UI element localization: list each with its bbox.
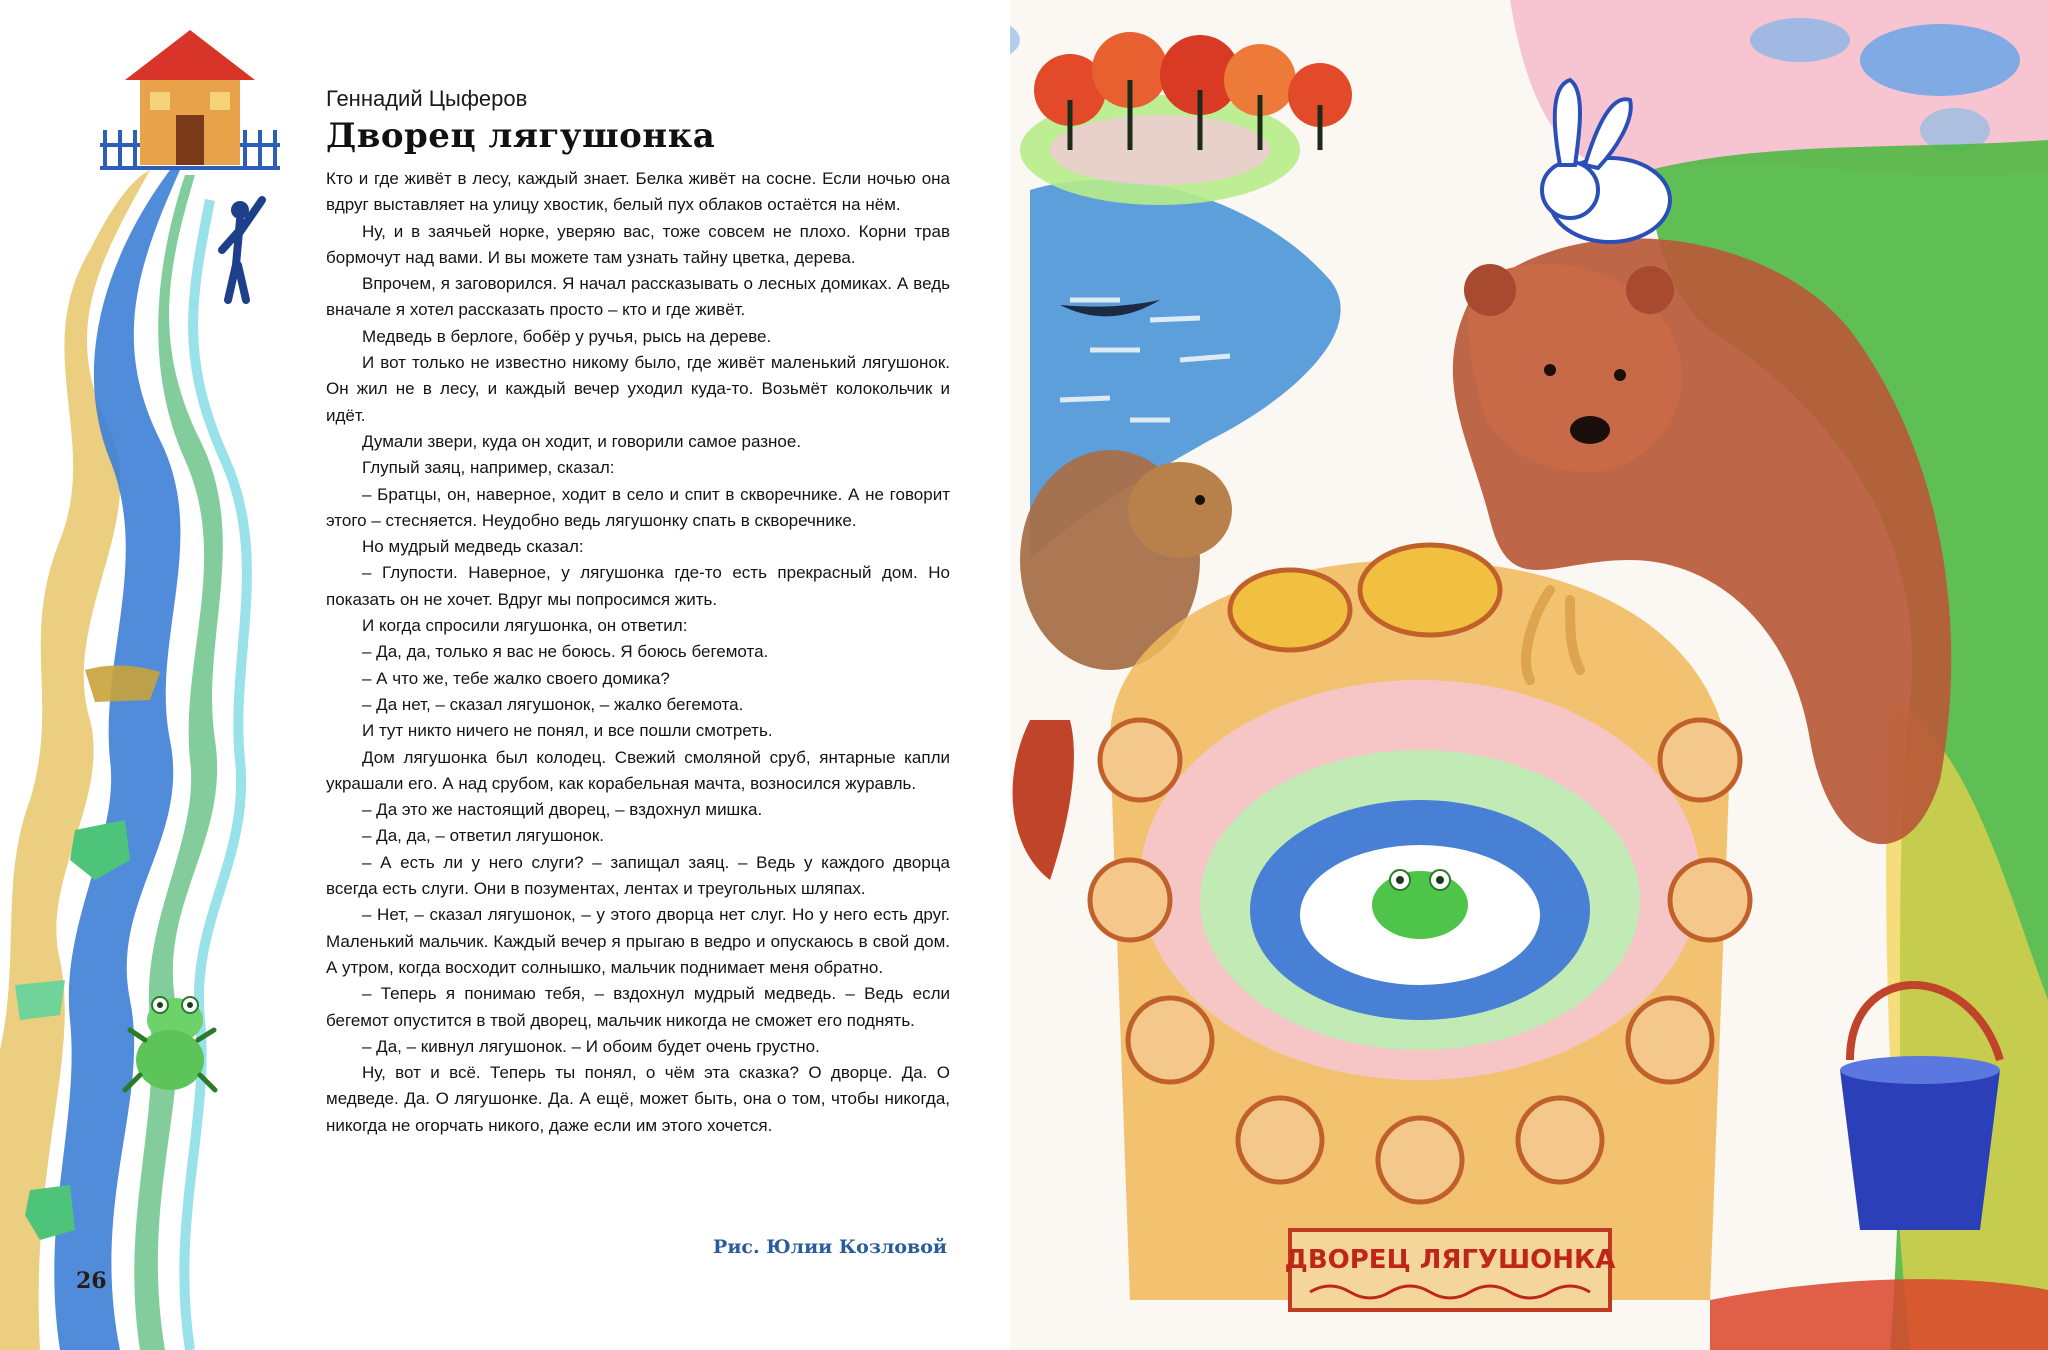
story-body — [326, 166, 950, 1139]
blue-cloud-2 — [1750, 18, 1850, 62]
story-paragraph: Медведь в берлоге, бобёр у ручья, рысь на дереве. — [362, 326, 772, 346]
story-paragraph: Впрочем, я заговорился. Я начал рассказывать о лесных домиках. А ведь вначале я хотел рассказать просто – кто и где живёт. — [326, 274, 950, 320]
story-paragraph: – Нет, – сказал лягушонок, – у этого дворца нет слуг. Но у него есть друг. Маленький мальчик. Каждый вечер я прыгаю в ведро и опускаюсь в свой дом. А утром, когда восходит солнышко, мальчик поднимает меня обратно. — [326, 905, 950, 977]
page-number: 26 — [76, 1268, 107, 1294]
story-column — [326, 84, 950, 1139]
story-paragraph: – Да, – кивнул лягушонок. – И обоим будет очень грустно. — [362, 1036, 820, 1056]
well-sign-text: ДВОРЕЦ ЛЯГУШОНКА — [1284, 1245, 1616, 1275]
story-paragraph: – Да нет, – сказал лягушонок, – жалко бегемота. — [362, 694, 744, 714]
author-name: Геннадий Цыферов — [326, 86, 528, 111]
story-paragraph: – Да это же настоящий дворец, – вздохнул мишка. — [362, 800, 763, 820]
story-paragraph: Дом лягушонка был колодец. Свежий смоляной сруб, янтарные капли украшали его. А над срубом, как корабельная мачта, возносился журавль. — [326, 747, 950, 793]
well — [1090, 545, 1750, 1310]
story-paragraph: И тут никто ничего не понял, и все пошли смотреть. — [362, 721, 773, 741]
boy-figure — [222, 200, 262, 300]
story-paragraph: Ну, вот и всё. Теперь ты понял, о чём эта сказка? О дворце. Да. О медведе. Да. О лягушонке. Да. А ещё, может быть, она о том, чтобы никогда, никогда не огорчать никого, даже если им этого хочется. — [326, 1063, 950, 1135]
blue-cloud-1 — [1860, 24, 2020, 96]
left-strip-illustration — [0, 0, 320, 1350]
red-house — [100, 30, 280, 170]
story-paragraph: – Да, да, только я вас не боюсь. Я боюсь бегемота. — [362, 642, 769, 662]
story-paragraph: Но мудрый медведь сказал: — [362, 537, 584, 557]
story-paragraph: – А что же, тебе жалко своего домика? — [362, 668, 670, 688]
story-paragraph: Думали звери, куда он ходит, и говорили самое разное. — [362, 431, 802, 451]
story-paragraph: Кто и где живёт в лесу, каждый знает. Белка живёт на сосне. Если ночью она вдруг выставляет на улицу хвостик, белый пух облаков остаётся на нём. — [326, 169, 950, 215]
illustrator-credit: Рис. Юлии Козловой — [713, 1236, 947, 1258]
story-paragraph: Ну, и в заячьей норке, уверяю вас, тоже совсем не плохо. Корни трав бормочут над вами. И вы можете там узнать тайну цветка, дерева. — [326, 221, 950, 267]
yellow-bucket — [85, 665, 160, 702]
story-title: Дворец лягушонка — [326, 116, 716, 156]
story-paragraph: – А есть ли у него слуги? – запищал заяц. – Ведь у каждого дворца всегда есть слуги. Они в позументах, лентах и треугольных шляпах. — [326, 852, 950, 899]
well-illustration — [1010, 0, 2048, 1350]
story-paragraph: И когда спросили лягушонка, он ответил: — [362, 616, 688, 636]
island-inner — [1050, 115, 1270, 185]
story-paragraph: – Да, да, – ответил лягушонок. — [362, 826, 605, 846]
story-paragraph: – Братцы, он, наверное, ходит в село и спит в скворечнике. А не говорит этого – стесняется. Неудобно ведь лягушонку спать в скворечнике. — [326, 484, 950, 530]
story-paragraph: Глупый заяц, например, сказал: — [362, 458, 615, 478]
story-paragraph: – Теперь я понимаю тебя, – вздохнул мудрый медведь. – Ведь если бегемот опустится в твой дворец, мальчик никогда не сможет его поднять. — [326, 984, 950, 1030]
story-paragraph: И вот только не известно никому было, где живёт маленький лягушонок. Он жил не в лесу, и каждый вечер уходил куда-то. Возьмёт колокольчик и идёт. — [326, 353, 950, 425]
story-paragraph: – Глупости. Наверное, у лягушонка где-то есть прекрасный дом. Но показать он не хочет. Вдруг мы попросимся жить. — [326, 563, 950, 609]
